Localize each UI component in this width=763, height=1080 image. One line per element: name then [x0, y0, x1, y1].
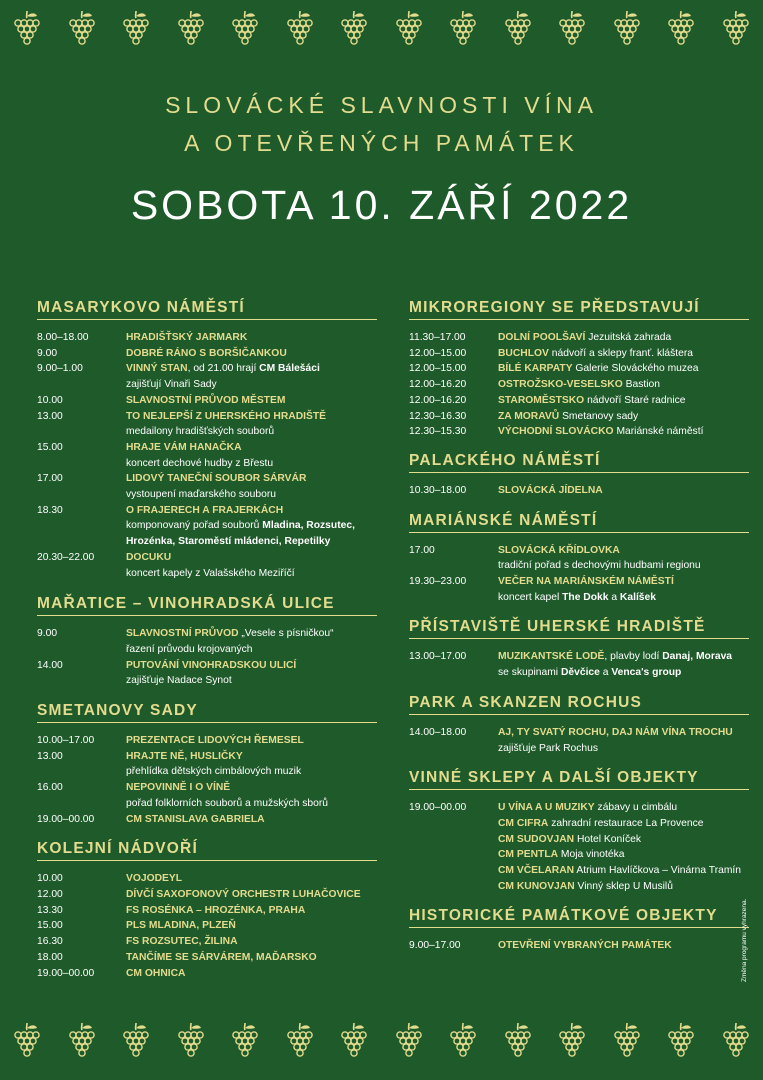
entry-line	[498, 393, 749, 409]
section-title: MARIÁNSKÉ NÁMĚSTÍ	[409, 512, 749, 533]
program-entry	[37, 887, 377, 903]
entry-time: 9.00–1.00	[37, 363, 83, 375]
entry-line	[126, 409, 377, 425]
grape-cluster-icon	[720, 9, 752, 53]
entry-line	[498, 409, 749, 425]
section-title: HISTORICKÉ PAMÁTKOVÉ OBJEKTY	[409, 907, 749, 928]
entry-line	[126, 780, 377, 796]
program-section	[37, 840, 377, 981]
grape-cluster-icon	[66, 9, 98, 53]
program-entry	[37, 733, 377, 749]
program-entry	[409, 649, 749, 680]
entry-description: Bastion	[622, 379, 660, 391]
entry-time: 9.00	[37, 628, 58, 640]
section-title: MASARYKOVO NÁMĚSTÍ	[37, 299, 377, 320]
entry-time: 12.30–15.30	[409, 426, 467, 438]
entry-name: HRAJTE NĚ, HUSLIČKY	[126, 750, 243, 762]
festival-title-line1: SLOVÁCKÉ SLAVNOSTI VÍNA	[165, 92, 598, 118]
grape-cluster-icon	[665, 9, 697, 53]
entry-description: a	[608, 591, 620, 603]
section-title: PARK A SKANZEN ROCHUS	[409, 694, 749, 715]
grape-cluster-icon	[447, 1021, 479, 1065]
section-title: SMETANOVY SADY	[37, 702, 377, 723]
entry-line	[498, 424, 749, 440]
entry-description: , od 21.00 hrají	[187, 363, 260, 375]
grape-cluster-icon	[284, 1021, 316, 1065]
entry-time: 18.00	[37, 951, 63, 963]
program-section	[409, 769, 749, 894]
entry-line	[126, 503, 377, 519]
entry-time: 9.00	[37, 347, 58, 359]
entry-performer: Venca's group	[611, 667, 682, 679]
grape-cluster-icon	[720, 1021, 752, 1065]
grape-cluster-icon	[502, 1021, 534, 1065]
grape-cluster-icon	[556, 9, 588, 53]
section-title: VINNÉ SKLEPY A DALŠÍ OBJEKTY	[409, 769, 749, 790]
entry-description: Mariánské náměstí	[613, 426, 704, 438]
entry-description: komponovaný pořad souborů	[126, 520, 263, 532]
program-section	[37, 595, 377, 689]
grape-cluster-icon	[611, 1021, 643, 1065]
entry-description: řazení průvodu krojovaných	[126, 643, 253, 655]
entry-line	[126, 733, 377, 749]
entry-name: PUTOVÁNÍ VINOHRADSKOU ULICÍ	[126, 659, 297, 671]
entry-description: koncert kapel	[498, 591, 563, 603]
program-entry	[37, 658, 377, 689]
entry-description: Vinný sklep U Musilů	[574, 880, 673, 892]
entry-line	[126, 330, 377, 346]
entry-time: 17.00	[409, 544, 435, 556]
entry-time: 10.00–17.00	[37, 735, 95, 747]
entry-name: CM CIFRA	[498, 817, 549, 829]
entry-time: 10.30–18.00	[409, 484, 467, 496]
entry-name: VOJODEYL	[126, 873, 183, 885]
program-section	[409, 512, 749, 606]
entry-name: SLAVNOSTNÍ PRŮVOD	[126, 628, 239, 640]
entry-description: zábavy u cimbálu	[594, 802, 678, 814]
entry-name: NEPOVINNĚ I O VÍNĚ	[126, 782, 231, 794]
entry-name: CM OHNICA	[126, 967, 186, 979]
grape-cluster-icon	[11, 9, 43, 53]
grape-cluster-icon	[66, 1021, 98, 1065]
entry-line	[126, 673, 377, 689]
entry-time: 8.00–18.00	[37, 332, 89, 343]
program-entry	[37, 503, 377, 550]
entry-time: 12.00	[37, 888, 63, 900]
entry-description: se skupinami	[498, 667, 561, 679]
entry-name: CM STANISLAVA GABRIELA	[126, 813, 265, 825]
grape-cluster-icon	[175, 9, 207, 53]
entry-line	[126, 749, 377, 765]
entry-name: FS ROSÉNKA – HROZÉNKA, PRAHA	[126, 904, 306, 916]
entry-line	[126, 642, 377, 658]
program-entry	[37, 346, 377, 362]
entry-description: koncert kapely z Valašského Meziříčí	[126, 567, 295, 579]
entry-line	[498, 816, 749, 832]
entry-time: 10.00	[37, 873, 63, 885]
program-entry	[37, 780, 377, 811]
entry-performer: Kalíšek	[619, 591, 656, 603]
entry-line	[126, 518, 377, 534]
section-title: KOLEJNÍ NÁDVOŘÍ	[37, 840, 377, 861]
entry-line	[498, 558, 749, 574]
entry-name: SLAVNOSTNÍ PRŮVOD MĚSTEM	[126, 394, 286, 406]
entry-time: 12.00–16.20	[409, 394, 467, 406]
entry-time: 17.00	[37, 473, 63, 485]
grape-cluster-icon	[175, 1021, 207, 1065]
entry-name: PLS MLADINA, PLZEŇ	[126, 920, 236, 932]
entry-line	[498, 800, 749, 816]
entry-time: 19.00–00.00	[409, 802, 467, 814]
entry-name: PREZENTACE LIDOVÝCH ŘEMESEL	[126, 735, 304, 747]
entry-time: 15.00	[37, 441, 63, 453]
entry-performer: CM Bálešáci	[259, 363, 320, 375]
entry-time: 19.00–00.00	[37, 967, 95, 979]
grape-cluster-icon	[338, 1021, 370, 1065]
program-section	[409, 694, 749, 756]
footnote: Změna programu vyhrazena.	[741, 898, 748, 982]
entry-name: AJ, TY SVATÝ ROCHU, DAJ NÁM VÍNA TROCHU	[498, 726, 733, 738]
program-entry	[409, 725, 749, 756]
entry-line	[126, 440, 377, 456]
grape-cluster-icon	[229, 1021, 261, 1065]
entry-time: 19.00–00.00	[37, 813, 95, 825]
right-program-column	[409, 286, 749, 954]
section-title: PŘÍSTAVIŠTĚ UHERSKÉ HRADIŠTĚ	[409, 618, 749, 639]
entry-name: CM KUNOVJAN	[498, 880, 575, 892]
festival-title-line2: A OTEVŘENÝCH PAMÁTEK	[184, 130, 579, 156]
entry-line	[498, 483, 749, 499]
entry-line	[498, 377, 749, 393]
program-entry	[37, 934, 377, 950]
entry-line	[126, 424, 377, 440]
entry-time: 12.00–16.20	[409, 379, 467, 391]
entry-name: CM SUDOVJAN	[498, 833, 575, 845]
entry-time: 12.00–15.00	[409, 347, 467, 359]
left-program-column	[37, 286, 377, 981]
entry-time: 11.30–17.00	[409, 332, 466, 343]
entry-description: Jezuitská zahrada	[585, 332, 672, 343]
entry-line	[126, 887, 377, 903]
entry-description: Atrium Havlíčkova – Vinárna Tramín	[574, 865, 742, 877]
entry-name: CM PENTLA	[498, 849, 559, 861]
entry-time: 10.00	[37, 394, 63, 406]
program-entry	[37, 550, 377, 581]
entry-name: VINNÝ STAN	[126, 363, 188, 375]
entry-description: pořad folklorních souborů a mužských sborů	[126, 797, 329, 809]
program-entry	[409, 330, 749, 346]
entry-line	[126, 361, 377, 377]
entry-name: ZA MORAVŮ	[498, 410, 560, 422]
grape-cluster-icon	[393, 1021, 425, 1065]
section-title: MAŘATICE – VINOHRADSKÁ ULICE	[37, 595, 377, 616]
grape-cluster-icon	[447, 9, 479, 53]
entry-name: DOCUKU	[126, 551, 172, 563]
program-entry	[37, 749, 377, 780]
grape-cluster-icon	[338, 9, 370, 53]
program-entry	[409, 574, 749, 605]
entry-performer: Děvčice	[560, 667, 600, 679]
entry-time: 16.00	[37, 782, 63, 794]
entry-name: U VÍNA A U MUZIKY	[498, 802, 595, 814]
entry-performer: Danaj, Morava	[662, 651, 733, 663]
entry-line	[498, 665, 749, 681]
event-date: SOBOTA 10. ZÁŘÍ 2022	[130, 182, 633, 228]
grape-cluster-icon	[665, 1021, 697, 1065]
entry-line	[126, 764, 377, 780]
entry-time: 14.00–18.00	[409, 726, 467, 738]
program-entry	[37, 471, 377, 502]
entry-name: STAROMĚSTSKO	[498, 394, 585, 406]
entry-name: FS ROZSUTEC, ŽILINA	[126, 936, 238, 948]
program-entry	[37, 361, 377, 392]
section-title: MIKROREGIONY SE PŘEDSTAVUJÍ	[409, 299, 749, 320]
entry-line	[498, 574, 749, 590]
entry-line	[126, 487, 377, 503]
entry-description: nádvoří a sklepy franť. kláštera	[548, 347, 694, 359]
grape-cluster-icon	[229, 9, 261, 53]
entry-description: „Vesele s písničkou“	[238, 628, 334, 640]
entry-description: zajišťují Vinaři Sady	[126, 379, 217, 391]
program-entry	[37, 440, 377, 471]
program-entry	[37, 903, 377, 919]
entry-name: TANČÍME SE SÁRVÁREM, MAĎARSKO	[126, 951, 317, 963]
entry-line	[126, 377, 377, 393]
entry-time: 13.00	[37, 750, 63, 762]
entry-line	[126, 658, 377, 674]
grape-cluster-icon	[120, 1021, 152, 1065]
entry-time: 14.00	[37, 659, 63, 671]
entry-description: nádvoří Staré radnice	[584, 394, 686, 406]
entry-description: Galerie Slováckého muzea	[572, 363, 699, 375]
entry-time: 13.00–17.00	[409, 651, 467, 663]
entry-name: LIDOVÝ TANEČNÍ SOUBOR SÁRVÁR	[126, 473, 307, 485]
program-entry	[37, 330, 377, 346]
entry-performer: Hrozénka, Staroměstí mládenci, Repetilky	[126, 536, 331, 548]
entry-performer: Mladina, Rozsutec,	[262, 520, 355, 532]
entry-line	[498, 590, 749, 606]
grape-cluster-icon	[502, 9, 534, 53]
entry-time: 16.30	[37, 936, 63, 948]
entry-name: O FRAJERECH A FRAJERKÁCH	[126, 504, 284, 516]
program-entry	[37, 812, 377, 828]
entry-name: HRAJE VÁM HANAČKA	[126, 441, 242, 453]
entry-name: TO NEJLEPŠÍ Z UHERSKÉHO HRADIŠTĚ	[126, 410, 327, 422]
entry-time: 12.30–16.30	[409, 410, 467, 422]
entry-line	[498, 832, 749, 848]
entry-description: medailony hradišťských souborů	[126, 426, 275, 438]
entry-name: SLOVÁCKÁ KŘÍDLOVKA	[498, 544, 620, 556]
entry-line	[126, 903, 377, 919]
entry-line	[498, 847, 749, 863]
entry-line	[498, 879, 749, 895]
program-entry	[409, 800, 749, 894]
entry-line	[498, 741, 749, 757]
entry-description: , plavby lodí	[604, 651, 663, 663]
program-entry	[37, 409, 377, 440]
entry-line	[498, 361, 749, 377]
top-grape-border	[0, 6, 763, 56]
entry-name: HRADIŠŤSKÝ JARMARK	[126, 332, 248, 343]
program-entry	[409, 377, 749, 393]
entry-description: zajišťuje Nadace Synot	[126, 675, 232, 687]
entry-time: 19.30–23.00	[409, 576, 467, 588]
entry-description: vystoupení maďarského souboru	[126, 489, 276, 501]
entry-line	[126, 812, 377, 828]
grape-cluster-icon	[120, 9, 152, 53]
program-section	[409, 618, 749, 680]
program-entry	[37, 918, 377, 934]
entry-description: zajišťuje Park Rochus	[498, 742, 599, 754]
entry-description: zahradní restaurace La Provence	[548, 817, 704, 829]
entry-time: 15.00	[37, 920, 63, 932]
program-entry	[409, 938, 749, 954]
entry-name: DOBRÉ RÁNO S BORŠIČANKOU	[126, 347, 287, 359]
entry-line	[126, 346, 377, 362]
entry-line	[126, 393, 377, 409]
entry-line	[126, 966, 377, 982]
entry-line	[126, 550, 377, 566]
entry-name: DÍVČÍ SAXOFONOVÝ ORCHESTR LUHAČOVICE	[126, 888, 361, 900]
program-entry	[37, 393, 377, 409]
grape-cluster-icon	[284, 9, 316, 53]
entry-time: 18.30	[37, 504, 63, 516]
entry-line	[126, 626, 377, 642]
program-section	[409, 299, 749, 440]
entry-time: 9.00–17.00	[409, 940, 461, 952]
grape-cluster-icon	[611, 9, 643, 53]
program-entry	[409, 483, 749, 499]
entry-line	[498, 725, 749, 741]
entry-line	[126, 918, 377, 934]
entry-line	[126, 566, 377, 582]
entry-name: DOLNÍ POOLŠAVÍ	[498, 332, 586, 343]
program-section	[37, 299, 377, 581]
entry-time: 13.30	[37, 904, 63, 916]
entry-description: Moja vinotéka	[558, 849, 625, 861]
entry-line	[126, 471, 377, 487]
program-entry	[37, 950, 377, 966]
entry-description: koncert dechové hudby z Břestu	[126, 457, 274, 469]
grape-cluster-icon	[393, 9, 425, 53]
entry-line	[126, 871, 377, 887]
entry-line	[498, 649, 749, 665]
entry-name: SLOVÁCKÁ JÍDELNA	[498, 484, 603, 496]
entry-name: CM VČELARAN	[498, 865, 575, 877]
entry-time: 13.00	[37, 410, 63, 422]
program-entry	[37, 966, 377, 982]
entry-line	[126, 456, 377, 472]
program-entry	[37, 626, 377, 657]
program-entry	[409, 361, 749, 377]
entry-name: BÍLÉ KARPATY	[498, 363, 573, 375]
entry-name: VÝCHODNÍ SLOVÁCKO	[498, 426, 614, 438]
program-entry	[409, 543, 749, 574]
entry-line	[126, 534, 377, 550]
program-entry	[409, 393, 749, 409]
entry-line	[498, 938, 749, 954]
grape-cluster-icon	[11, 1021, 43, 1065]
entry-description: Smetanovy sady	[559, 410, 639, 422]
entry-name: BUCHLOV	[498, 347, 549, 359]
program-entry	[409, 424, 749, 440]
entry-line	[498, 543, 749, 559]
entry-name: OTEVŘENÍ VYBRANÝCH PAMÁTEK	[498, 940, 672, 952]
entry-line	[126, 934, 377, 950]
entry-name: OSTROŽSKO-VESELSKO	[498, 379, 623, 391]
program-entry	[409, 409, 749, 425]
entry-line	[126, 796, 377, 812]
entry-line	[498, 330, 749, 346]
program-entry	[37, 871, 377, 887]
entry-name: VEČER NA MARIÁNSKÉM NÁMĚSTÍ	[498, 576, 674, 588]
grape-cluster-icon	[556, 1021, 588, 1065]
program-section	[37, 702, 377, 827]
program-section	[409, 452, 749, 499]
entry-time: 12.00–15.00	[409, 363, 467, 375]
entry-line	[498, 346, 749, 362]
bottom-grape-border	[0, 1018, 763, 1068]
entry-description: Hotel Koníček	[574, 833, 642, 845]
entry-description: tradiční pořad s dechovými hudbami regionu	[498, 560, 701, 572]
entry-time: 20.30–22.00	[37, 551, 95, 563]
entry-name: MUZIKANTSKÉ LODĚ	[498, 651, 605, 663]
entry-line	[126, 950, 377, 966]
section-title: PALACKÉHO NÁMĚSTÍ	[409, 452, 749, 473]
entry-line	[498, 863, 749, 879]
program-section	[409, 907, 749, 954]
entry-description: a	[599, 667, 612, 679]
program-entry	[409, 346, 749, 362]
entry-performer: The Dokk	[562, 591, 609, 603]
entry-description: přehlídka dětských cimbálových muzik	[126, 766, 302, 778]
